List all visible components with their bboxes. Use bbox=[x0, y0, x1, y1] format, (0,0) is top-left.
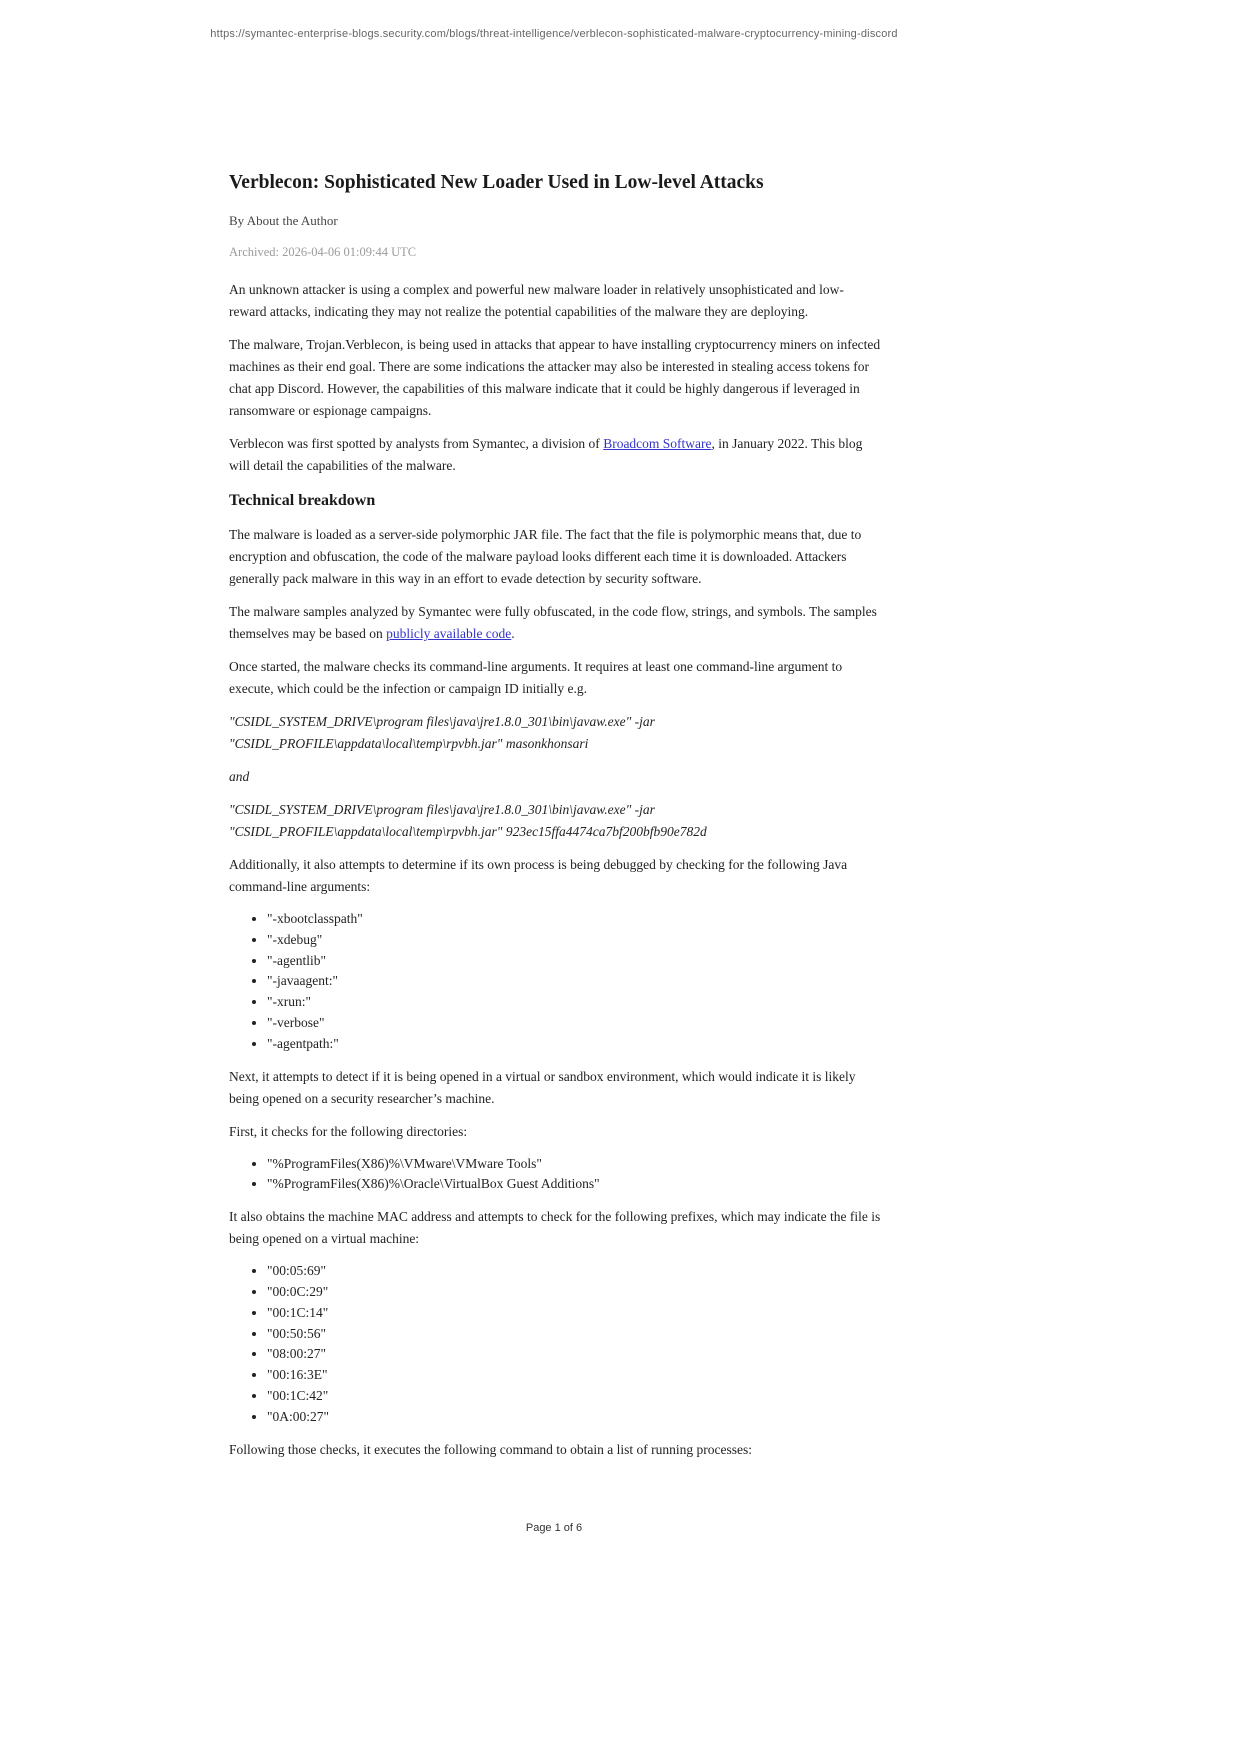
code-line: and bbox=[229, 769, 250, 784]
list-item: • "-xrun:" bbox=[267, 992, 881, 1013]
list-item: • "00:1C:42" bbox=[267, 1386, 881, 1407]
code-line: "CSIDL_PROFILE\appdata\local\temp\rpvbh.jar" masonkhonsari bbox=[229, 736, 589, 751]
paragraph: First, it checks for the following directories: bbox=[229, 1123, 468, 1139]
bullet-list bbox=[229, 1261, 881, 1427]
publicly-available-code-link[interactable]: publicly available code bbox=[386, 626, 512, 641]
list-item: • "-agentpath:" bbox=[267, 1034, 881, 1055]
list-item: • "-agentlib" bbox=[267, 951, 881, 972]
article-title: Verblecon: Sophisticated New Loader Used in Low-level Attacks bbox=[229, 172, 764, 193]
byline: By About the Author bbox=[229, 213, 338, 228]
section-heading: Technical breakdown bbox=[229, 492, 376, 509]
paragraph: Verblecon was first spotted by analysts from Symantec, a division of Broadcom Software, in January 2022. This blog will detail the capabilities of the malware. bbox=[229, 436, 863, 473]
paragraph: The malware is loaded as a server-side polymorphic JAR file. The fact that the file is polymorphic means that, due to encryption and obfuscation, the code of the malware payload looks different each time it is downloaded. Attackers generally pack malware in this way in an effort to evade detection by security software. bbox=[229, 527, 862, 586]
list-item: • "00:16:3E" bbox=[267, 1365, 881, 1386]
list-item: • "00:0C:29" bbox=[267, 1282, 881, 1303]
code-block bbox=[229, 799, 881, 843]
paragraph: It also obtains the machine MAC address and attempts to check for the following prefixes, which may indicate the file is being opened on a virtual machine: bbox=[229, 1209, 881, 1247]
paragraph: The malware, Trojan.Verblecon, is being used in attacks that appear to have installing cryptocurrency miners on infected machines as their end goal. There are some indications the attacker may also be interested in stealing access tokens for chat app Discord. However, the capabilities of this malware indicate that it could be highly dangerous if leveraged in ransomware or espionage campaigns. bbox=[229, 337, 881, 418]
code-line: "CSIDL_SYSTEM_DRIVE\program files\java\jre1.8.0_301\bin\javaw.exe" -jar bbox=[229, 714, 655, 729]
list-item: • "-verbose" bbox=[267, 1013, 881, 1034]
paragraph: The malware samples analyzed by Symantec were fully obfuscated, in the code flow, strings, and symbols. The samples themselves may be based on publicly available code. bbox=[229, 604, 877, 641]
bullet-list bbox=[229, 909, 881, 1055]
page-number: Page 1 of 6 bbox=[525, 1522, 583, 1534]
list-item: • "00:05:69" bbox=[267, 1261, 881, 1282]
list-item: • "-xdebug" bbox=[267, 930, 881, 951]
list-item: • "-javaagent:" bbox=[267, 971, 881, 992]
code-block bbox=[229, 711, 881, 755]
list-item: • "08:00:27" bbox=[267, 1344, 881, 1365]
paragraph: Additionally, it also attempts to determine if its own process is being debugged by checking for the following Java command-line arguments: bbox=[229, 857, 848, 894]
paragraph: An unknown attacker is using a complex and powerful new malware loader in relatively unsophisticated and low-reward attacks, indicating they may not realize the potential capabilities of the malware they are deploying. bbox=[229, 282, 844, 319]
list-item: • "00:1C:14" bbox=[267, 1303, 881, 1324]
code-line: "CSIDL_PROFILE\appdata\local\temp\rpvbh.jar" 923ec15ffa4474ca7bf200bfb90e782d bbox=[229, 824, 707, 839]
paragraph: Following those checks, it executes the following command to obtain a list of running processes: bbox=[229, 1441, 753, 1457]
list-item: • "%ProgramFiles(X86)%\VMware\VMware Tools" bbox=[267, 1154, 881, 1175]
list-item: • "%ProgramFiles(X86)%\Oracle\VirtualBox Guest Additions" bbox=[267, 1174, 881, 1195]
page-url: https://symantec-enterprise-blogs.security.com/blogs/threat-intelligence/verblecon-sophisticated-malware-cryptocurrency-mining-discord bbox=[210, 28, 898, 40]
list-item: • "-xbootclasspath" bbox=[267, 909, 881, 930]
bullet-list bbox=[229, 1154, 881, 1196]
article-body bbox=[229, 279, 881, 1461]
paragraph: Once started, the malware checks its command-line arguments. It requires at least one command-line argument to execute, which could be the infection or campaign ID initially e.g. bbox=[229, 659, 843, 696]
broadcom-software-link[interactable]: Broadcom Software bbox=[603, 436, 712, 451]
list-item: • "0A:00:27" bbox=[267, 1407, 881, 1428]
archived-timestamp: Archived: 2026-04-06 01:09:44 UTC bbox=[229, 245, 417, 259]
paragraph: Next, it attempts to detect if it is being opened in a virtual or sandbox environment, which would indicate it is likely being opened on a security researcher’s machine. bbox=[229, 1068, 856, 1106]
code-line: "CSIDL_SYSTEM_DRIVE\program files\java\jre1.8.0_301\bin\javaw.exe" -jar bbox=[229, 802, 655, 817]
list-item: • "00:50:56" bbox=[267, 1324, 881, 1345]
article bbox=[229, 170, 881, 1472]
code-block bbox=[229, 766, 881, 788]
